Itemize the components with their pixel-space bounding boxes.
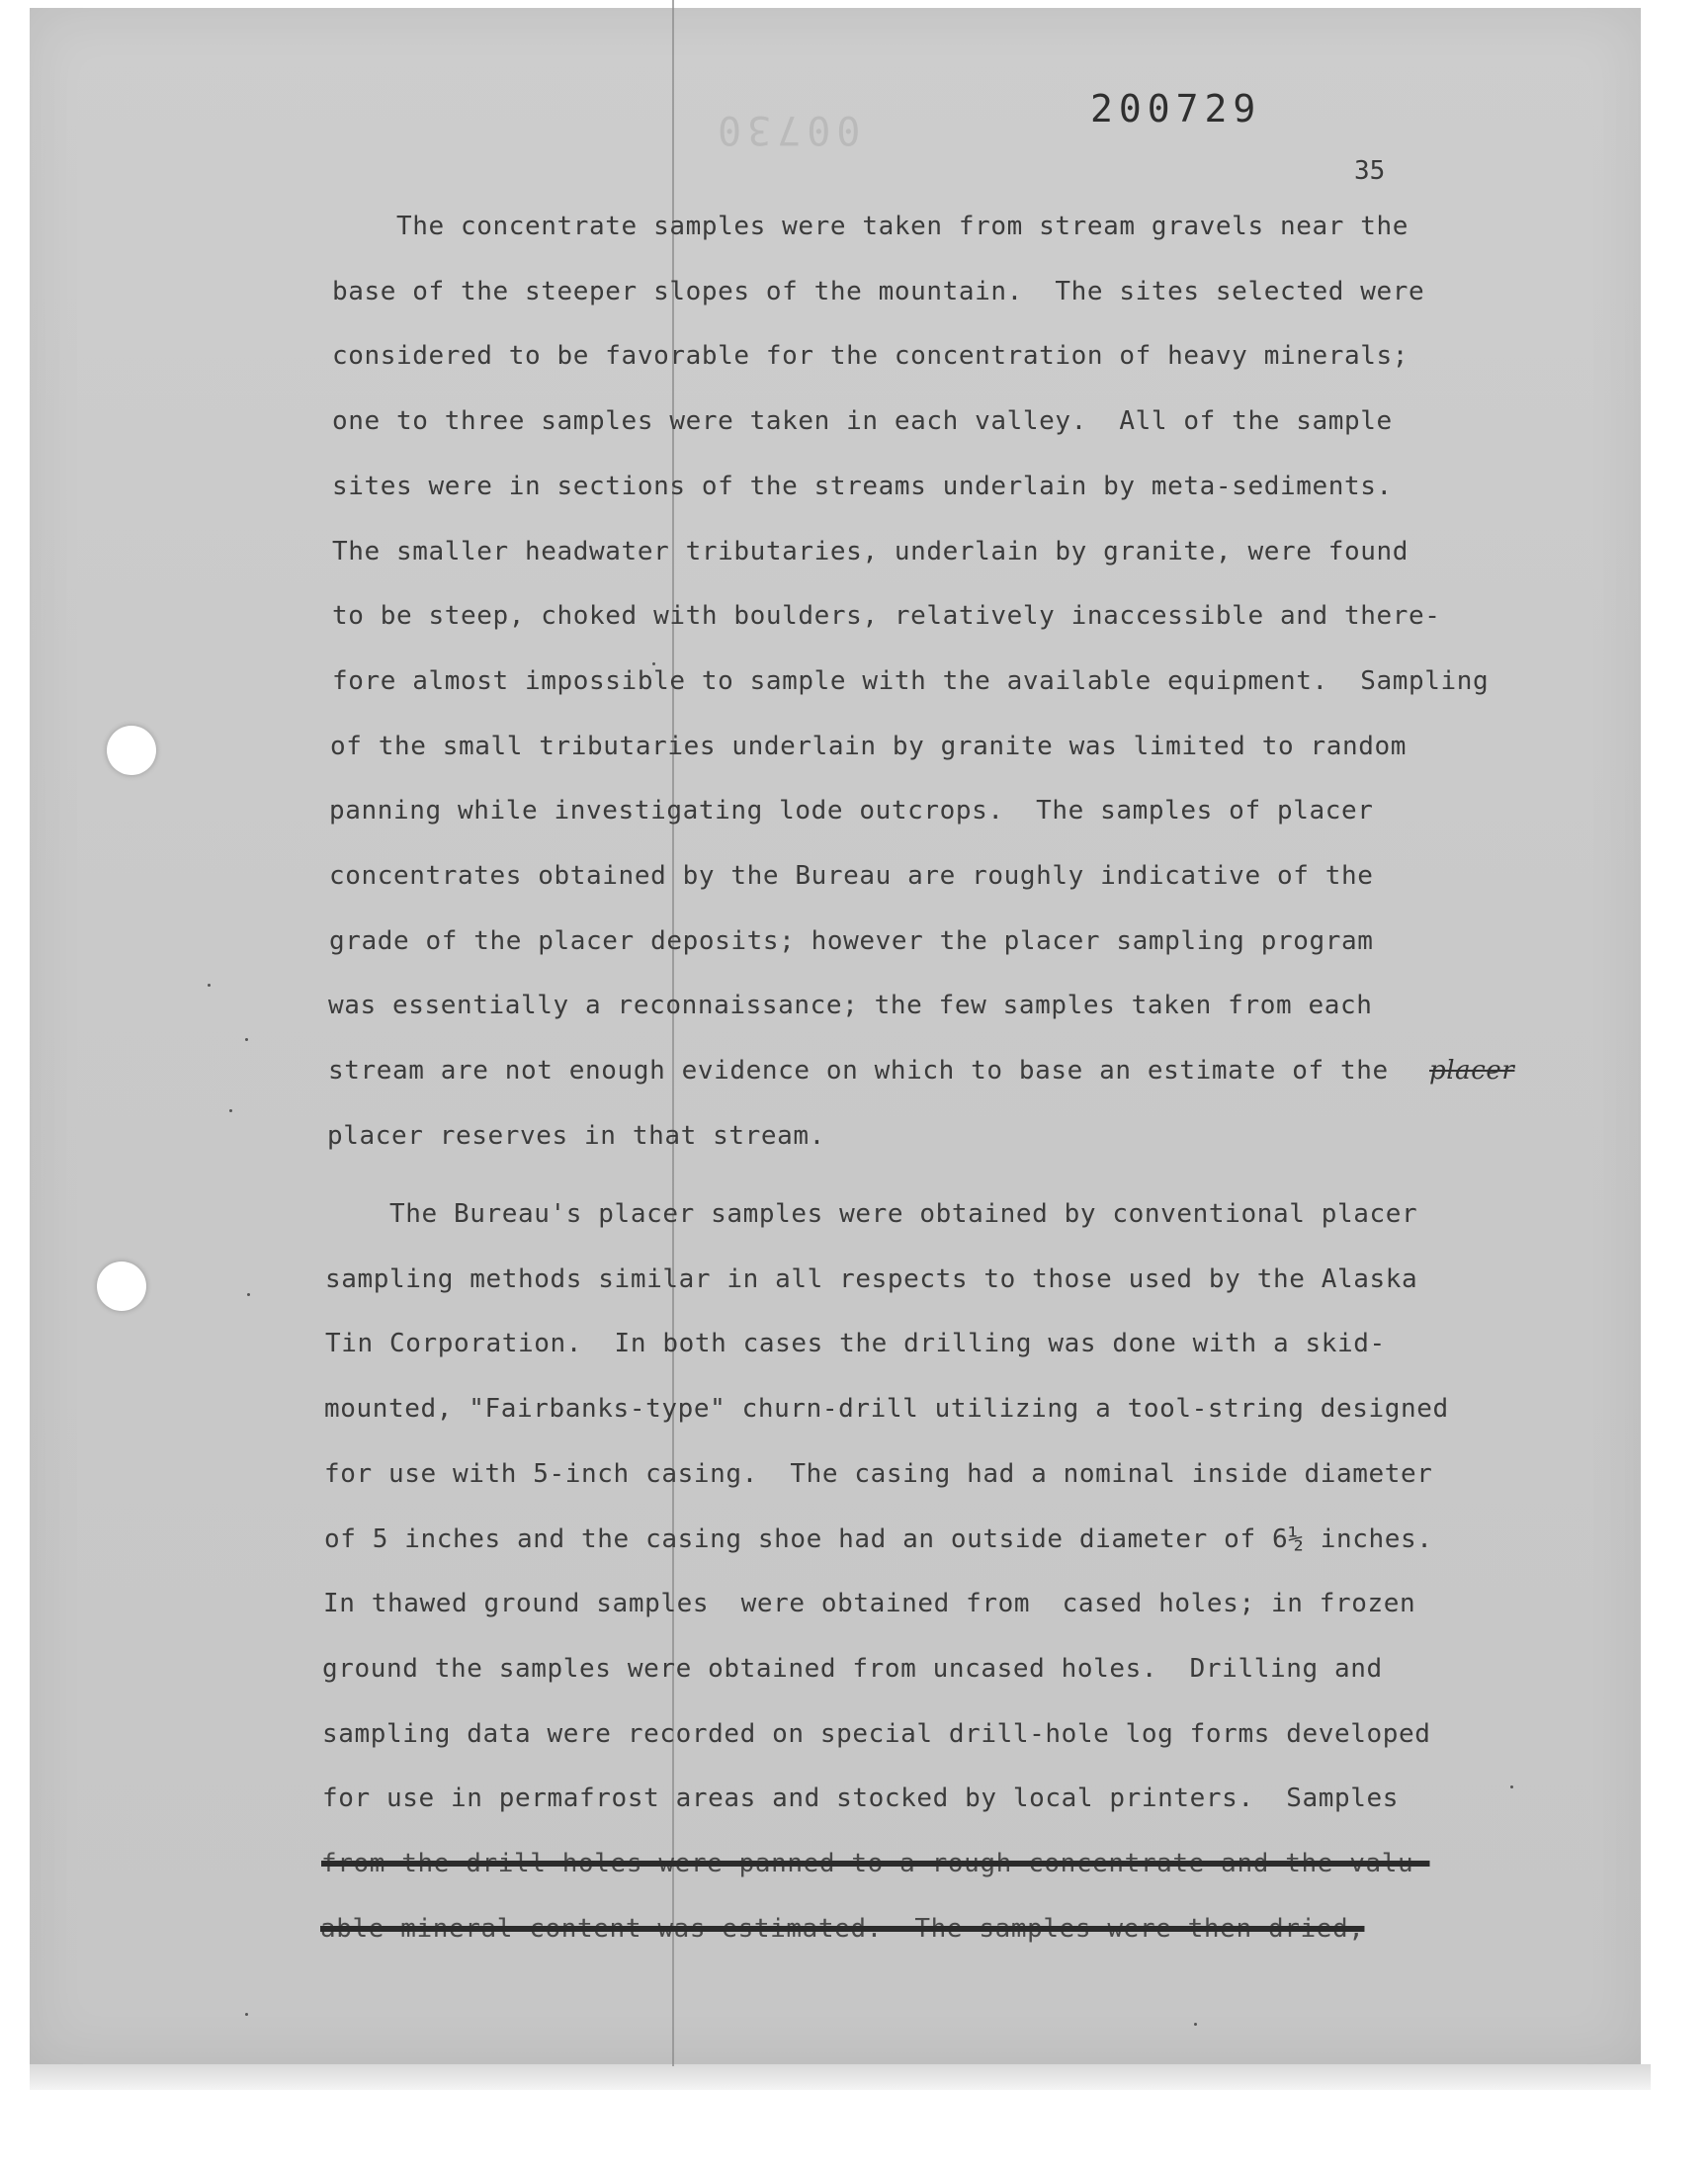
text-line: sampling methods similar in all respects to those used by the Alaska <box>325 1263 1418 1294</box>
scan-speck <box>208 984 211 987</box>
handwritten-struck-word: placer <box>1429 1056 1515 1087</box>
text-line: considered to be favorable for the concentration of heavy minerals; <box>332 341 1409 372</box>
text-line: Tin Corporation. In both cases the drilling was done with a skid- <box>325 1329 1386 1359</box>
struck-line: able mineral content was estimated. The samples were then dried, <box>320 1913 1365 1944</box>
text-line: stream are not enough evidence on which to base an estimate of the <box>328 1056 1389 1087</box>
scan-speck <box>247 1293 250 1296</box>
text-line: mounted, "Fairbanks-type" churn-drill utilizing a tool-string designed <box>324 1394 1449 1425</box>
scan-speck <box>245 1038 248 1041</box>
text-line: The concentrate samples were taken from stream gravels near the <box>332 212 1409 241</box>
text-line: one to three samples were taken in each valley. All of the sample <box>332 406 1393 437</box>
text-line: for use in permafrost areas and stocked by local printers. Samples <box>322 1784 1399 1814</box>
scan-bottom-edge <box>30 2064 1651 2090</box>
text-line: sampling data were recorded on special drill-hole log forms developed <box>322 1718 1431 1749</box>
struck-line: from the drill holes were panned to a rough concentrate and the valu- <box>321 1849 1430 1878</box>
document-number: 200729 <box>1090 87 1262 130</box>
text-line: The Bureau's placer samples were obtained by conventional placer <box>325 1199 1418 1229</box>
text-line: The smaller headwater tributaries, underlain by granite, were found <box>332 536 1409 566</box>
bleed-through-number: 00730 <box>712 107 861 152</box>
text-line: for use with 5-inch casing. The casing had a nominal inside diameter <box>324 1458 1433 1489</box>
text-line: was essentially a reconnaissance; the few samples taken from each <box>328 991 1373 1021</box>
scanned-page <box>30 8 1641 2064</box>
punch-hole-upper <box>107 726 156 775</box>
text-line: of the small tributaries underlain by granite was limited to random <box>330 731 1407 761</box>
text-line: In thawed ground samples were obtained from cased holes; in frozen <box>323 1589 1416 1619</box>
text-line: sites were in sections of the streams underlain by meta-sediments. <box>332 471 1393 501</box>
scan-speck <box>229 1109 232 1112</box>
scan-speck <box>652 662 655 665</box>
text-line: panning while investigating lode outcrops. The samples of placer <box>329 796 1374 826</box>
text-line: placer reserves in that stream. <box>327 1120 825 1151</box>
text-line: grade of the placer deposits; however the placer sampling program <box>329 925 1374 956</box>
scan-speck <box>1510 1785 1513 1788</box>
punch-hole-lower <box>97 1262 146 1311</box>
text-line: to be steep, choked with boulders, relatively inaccessible and there- <box>332 601 1441 632</box>
text-line: concentrates obtained by the Bureau are roughly indicative of the <box>329 861 1374 891</box>
scan-speck <box>1194 2023 1197 2026</box>
text-line: base of the steeper slopes of the mountain. The sites selected were <box>332 276 1425 306</box>
text-line: fore almost impossible to sample with the available equipment. Sampling <box>332 665 1490 696</box>
text-line: of 5 inches and the casing shoe had an outside diameter of 6½ inches. <box>324 1523 1433 1554</box>
scan-speck <box>245 2013 248 2016</box>
fold-line <box>672 0 674 2066</box>
text-line: ground the samples were obtained from uncased holes. Drilling and <box>322 1653 1383 1684</box>
page-number: 35 <box>1354 156 1386 186</box>
